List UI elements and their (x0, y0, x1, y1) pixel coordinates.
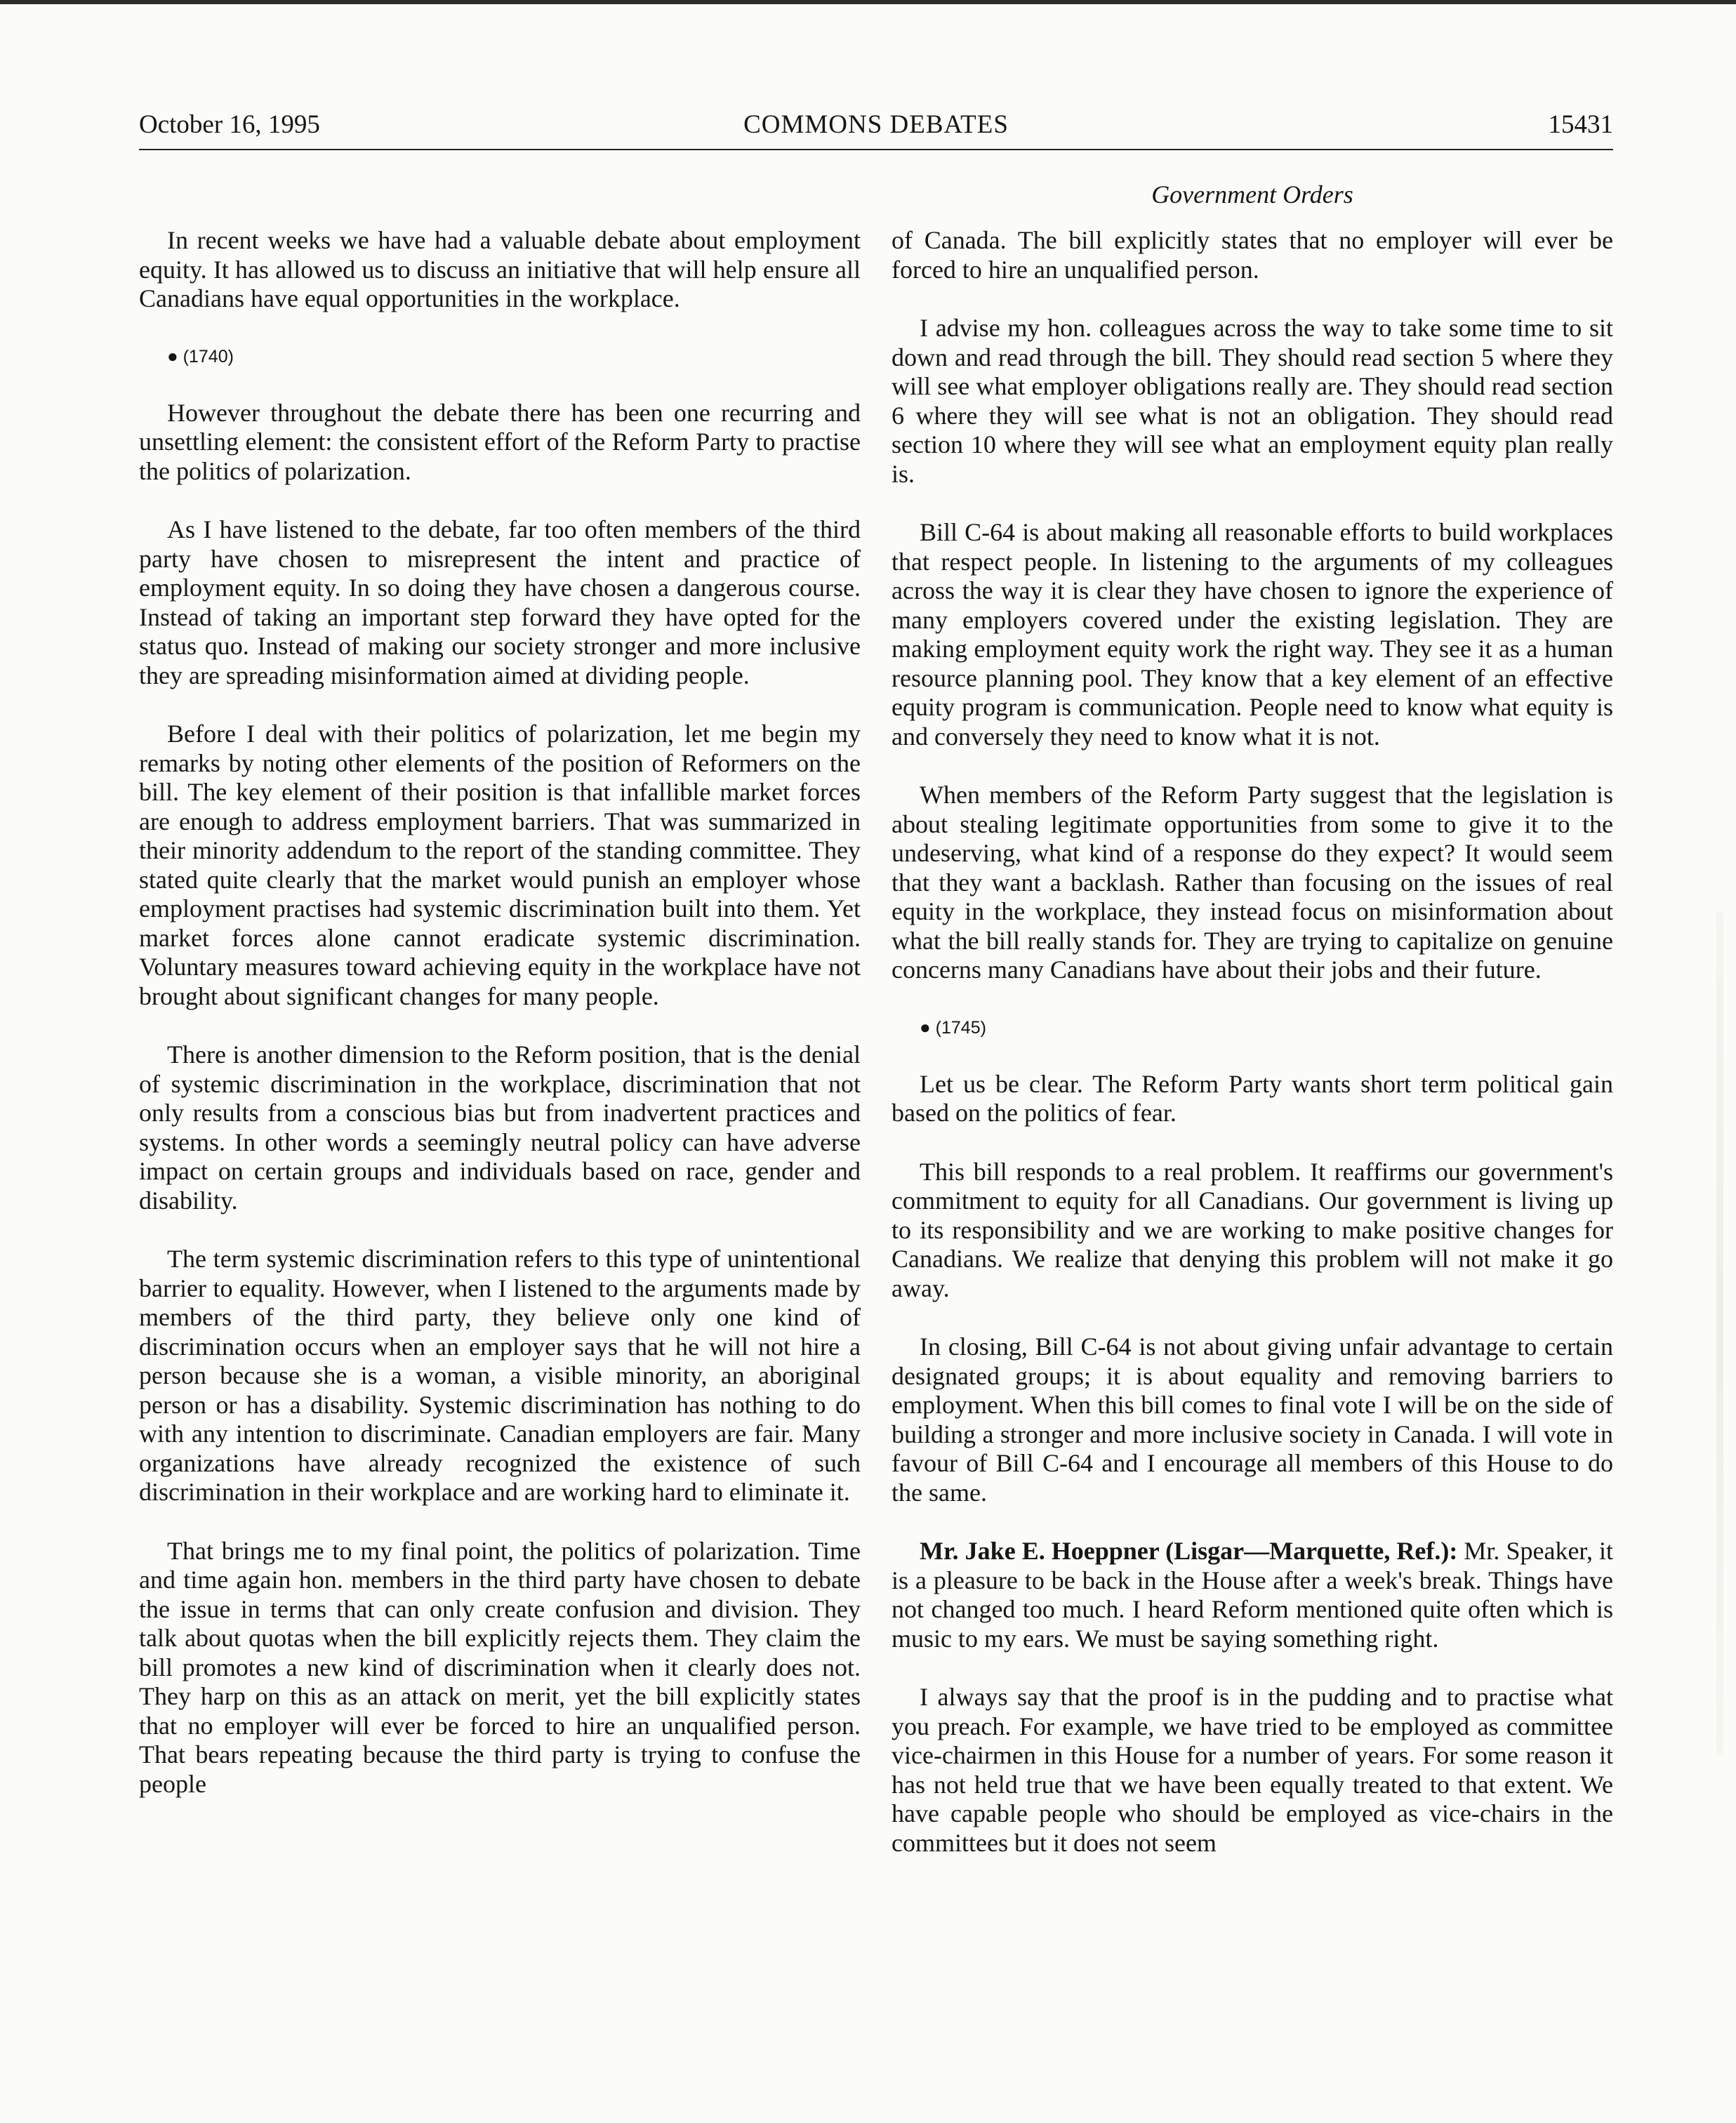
scan-edge (0, 0, 1736, 4)
left-column (139, 226, 861, 1828)
header-date: October 16, 1995 (139, 110, 320, 139)
paragraph: Bill C-64 is about making all reasonable efforts to build workplaces that respect people. In listening to the arguments of my colleagues across the way it is clear they have chosen to ignore the experience of many employers covered under the existing legislation. They are making employment equity work the right way. They see it as a human resource planning pool. They know that a key element of an effective equity program is communication. People need to know what equity is and conversely they need to know what it is not. (892, 518, 1613, 750)
time-marker-text: (1745) (935, 1017, 986, 1038)
paragraph-continued: of Canada. The bill explicitly states that no employer will ever be forced to hire an unqualified person. (892, 226, 1613, 284)
header-journal-title: COMMONS DEBATES (743, 110, 1009, 139)
paragraph: In recent weeks we have had a valuable debate about employment equity. It has allowed us to discuss an initiative that will help ensure all Canadians have equal opportunities in the workplace. (139, 226, 861, 312)
time-marker-text: (1740) (183, 346, 234, 366)
paragraph: Let us be clear. The Reform Party wants short term political gain based on the politics of fear. (892, 1069, 1613, 1127)
paragraph: The term systemic discrimination refers to this type of unintentional barrier to equality. However, when I listened to the arguments made by members of the third party, they believe only one kind of discrimination occurs when an employer says that he will not hire a person because she is a woman, a visible minority, an aboriginal person or has a disability. Systemic discrimination has nothing to do with any intention to discriminate. Canadian employers are fair. Many organizations have already recognized the existence of such discrimination in their workplace and are working hard to eliminate it. (139, 1245, 861, 1506)
speaker-name: Mr. Jake E. Hoeppner (Lisgar—Marquette, Ref.): (920, 1537, 1458, 1565)
time-marker (139, 343, 861, 369)
bullet-icon: ● (167, 345, 178, 366)
paragraph: This bill responds to a real problem. It reaffirms our government's commitment to equity for all Canadians. Our government is living up to its responsibility and we are working to make positive changes for Canadians. We realize that denying this problem will not make it go away. (892, 1157, 1613, 1302)
paragraph: As I have listened to the debate, far too often members of the third party have chosen to misrepresent the intent and practice of employment equity. In so doing they have chosen a dangerous course. Instead of taking an important step forward they have opted for the status quo. Instead of making our society stronger and more inclusive they are spreading misinformation aimed at dividing people. (139, 515, 861, 689)
paragraph: However throughout the debate there has been one recurring and unsettling element: the consistent effort of the Reform Party to practise the politics of polarization. (139, 398, 861, 485)
paragraph: There is another dimension to the Reform position, that is the denial of systemic discrimination in the workplace, discrimination that not only results from a conscious bias but from inadvertent practices and systems. In other words a seemingly neutral policy can have adverse impact on certain groups and individuals based on race, gender and disability. (139, 1040, 861, 1215)
paragraph: I advise my hon. colleagues across the way to take some time to sit down and read through the bill. They should read section 5 where they will see what employer obligations really are. They should read section 6 where they will see what is not an obligation. They should read section 10 where they will see what an employment equity plan really is. (892, 314, 1613, 488)
paragraph: In closing, Bill C-64 is not about giving unfair advantage to certain designated groups; it is about equality and removing barriers to employment. When this bill comes to final vote I will be on the side of building a stronger and more inclusive society in Canada. I will vote in favour of Bill C-64 and I encourage all members of this House to do the same. (892, 1332, 1613, 1507)
paragraph: I always say that the proof is in the pudding and to practise what you preach. For example, we have tried to be employed as committee vice-chairmen in this House for a number of years. For some reason it has not held true that we have been equally treated to that extent. We have capable people who should be employed as vice-chairs in the committees but it does not seem (892, 1683, 1613, 1857)
paragraph: That brings me to my final point, the politics of polarization. Time and time again hon. members in the third party have chosen to debate the issue in terms that can only create confusion and division. They talk about quotas when the bill explicitly rejects them. They claim the bill promotes a new kind of discrimination when it clearly does not. They harp on this as an attack on merit, yet the bill explicitly states that no employer will ever be forced to hire an unqualified person. That bears repeating because the third party is trying to confuse the people (139, 1536, 861, 1798)
paragraph: When members of the Reform Party suggest that the legislation is about stealing legitimate opportunities from some to give it to the undeserving, what kind of a response do they expect? It would seem that they want a backlash. Rather than focusing on the issues of real equity in the workplace, they instead focus on misinformation about what the bill really stands for. They are trying to capitalize on genuine concerns many Canadians have about their jobs and their future. (892, 781, 1613, 984)
right-column (892, 226, 1613, 1887)
time-marker (892, 1014, 1613, 1040)
speaker-paragraph (892, 1537, 1613, 1653)
header-rule (139, 149, 1613, 150)
speaker-text: Mr. Speaker, it is a pleasure to be back in the House after a week's break. Things have not changed too much. I heard Reform mentioned quite often which is music to my ears. We must be saying something right. (892, 1537, 1613, 1653)
section-title: Government Orders (1151, 180, 1353, 209)
scan-edge-shadow (1716, 913, 1723, 1755)
running-header (139, 104, 1613, 146)
paragraph: Before I deal with their politics of polarization, let me begin my remarks by noting other elements of the position of Reformers on the bill. The key element of their position is that infallible market forces are enough to address employment barriers. That was summarized in their minority addendum to the report of the standing committee. They stated quite clearly that the market would punish an employer whose employment practises had systemic discrimination built into them. Yet market forces alone cannot eradicate systemic discrimination. Voluntary measures toward achieving equity in the workplace have not brought about significant changes for many people. (139, 720, 861, 1010)
header-page-number: 15431 (1548, 110, 1613, 139)
bullet-icon: ● (920, 1016, 931, 1038)
